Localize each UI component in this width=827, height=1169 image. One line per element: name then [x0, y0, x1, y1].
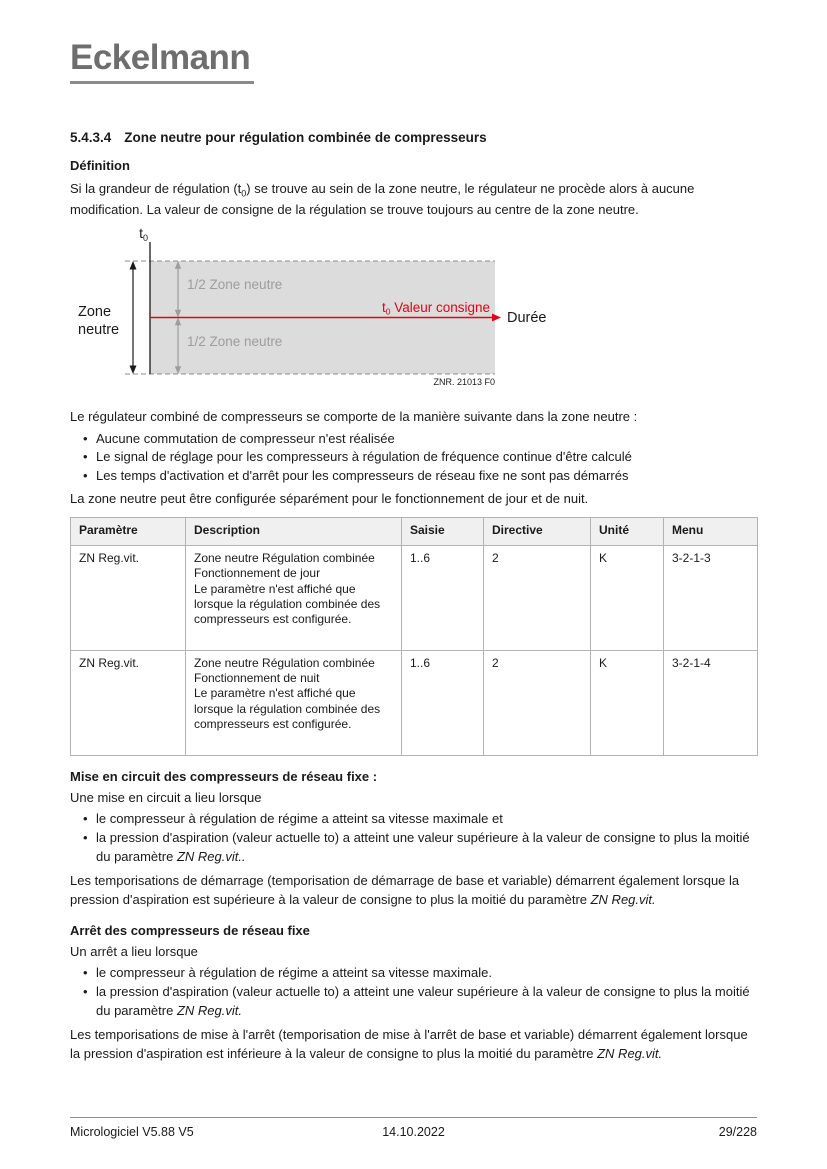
cell-saisie: 1..6	[402, 545, 484, 650]
setpoint-t-sub: 0	[385, 306, 391, 317]
table-row	[71, 650, 758, 755]
bullet-icon: •	[83, 830, 88, 846]
col-header-description: Description	[186, 517, 402, 545]
zone-neutre-label-line2: neutre	[78, 321, 120, 338]
cell-unite: K	[591, 545, 664, 650]
mise-paragraph	[70, 872, 757, 910]
heading-title: Zone neutre pour régulation combinée de compresseurs	[124, 130, 487, 146]
cell-saisie: 1..6	[402, 650, 484, 755]
section-heading	[70, 130, 757, 145]
bullet-icon: •	[83, 965, 88, 981]
mise-list	[70, 810, 757, 867]
description-line: Le paramètre n'est affiché que lorsque la régulation combinée des compresseurs est configurée.	[194, 686, 381, 732]
mise-intro: Une mise en circuit a lieu lorsque	[70, 789, 262, 805]
arret-intro: Un arrêt a lieu lorsque	[70, 943, 198, 959]
footer-firmware-version: Micrologiciel V5.88 V5	[70, 1125, 194, 1139]
cell-parametre: ZN Reg.vit.	[71, 650, 186, 755]
list-item-text	[96, 983, 757, 1021]
arret-paragraph-pre: Les temporisations de mise à l'arrêt (temporisation de mise à l'arrêt de base et variable) démarrent également lorsque la pression d'aspiration est inférieure à la valeur de consigne to plus la moitié du paramètre	[70, 1026, 748, 1061]
arret-paragraph	[70, 1026, 757, 1064]
parameter-table	[70, 517, 758, 756]
neutral-zone-figure	[70, 226, 757, 401]
list-item	[70, 983, 757, 1021]
list-item	[70, 829, 757, 867]
footer-page-number: 29/228	[718, 1125, 757, 1139]
cell-menu: 3-2-1-3	[664, 545, 758, 650]
cell-directive: 2	[484, 545, 591, 650]
parameter-name-italic: ZN Reg.vit.	[176, 1003, 242, 1019]
neutral-zone-diagram	[70, 226, 630, 396]
mise-en-circuit-heading: Mise en circuit des compresseurs de réseau fixe :	[70, 768, 378, 784]
definition-text-post: ) se trouve au sein de la zone neutre, le régulateur ne procède alors à aucune modification. La valeur de consigne de la régulation se trouve toujours au centre de la zone neutre.	[70, 181, 695, 217]
list-item	[70, 448, 757, 467]
col-header-directive: Directive	[484, 517, 591, 545]
list-item-text-pre: la pression d'aspiration (valeur actuelle to) a atteint une valeur supérieure à la valeur de consigne to plus la moitié du paramètre	[96, 830, 750, 865]
description-line: Le paramètre n'est affiché que lorsque la régulation combinée des compresseurs est configurée.	[194, 581, 381, 627]
behavior-intro: Le régulateur combiné de compresseurs se comporte de la manière suivante dans la zone neutre :	[70, 408, 638, 424]
list-item-text: Aucune commutation de compresseur n'est réalisée	[96, 430, 395, 446]
description-line: Zone neutre Régulation combinée	[194, 550, 375, 565]
col-header-unite: Unité	[591, 517, 664, 545]
axis-t: t	[139, 225, 143, 241]
arrow-up-icon	[130, 261, 137, 270]
setpoint-text: Valeur consigne	[390, 299, 490, 315]
parameter-name-italic: ZN Reg.vit..	[176, 849, 246, 865]
eckelmann-logo: Eckelmann	[70, 38, 254, 84]
arret-heading: Arrêt des compresseurs de réseau fixe	[70, 922, 310, 938]
list-item-text	[96, 829, 757, 867]
list-item	[70, 964, 757, 983]
mise-paragraph-pre: Les temporisations de démarrage (temporisation de démarrage de base et variable) démarrent également lorsque la pression d'aspiration est supérieure à la valeur de consigne to plus la moitié du paramètre	[70, 872, 740, 907]
table-row	[71, 545, 758, 650]
cell-description	[186, 545, 402, 650]
col-header-saisie: Saisie	[402, 517, 484, 545]
definition-heading: Définition	[70, 158, 130, 174]
description-line: Fonctionnement de nuit	[194, 671, 320, 686]
list-item-text: le compresseur à régulation de régime a atteint sa vitesse maximale.	[96, 965, 492, 981]
cell-description	[186, 650, 402, 755]
footer-date: 14.10.2022	[382, 1125, 445, 1139]
zone-neutre-label-line1: Zone	[78, 303, 112, 320]
arrow-down-icon	[130, 365, 137, 374]
description-line: Fonctionnement de jour	[194, 566, 321, 581]
list-item-text: le compresseur à régulation de régime a atteint sa vitesse maximale et	[96, 811, 503, 827]
heading-number: 5.4.3.4	[70, 130, 112, 146]
definition-text-pre: Si la grandeur de régulation (t	[70, 181, 242, 197]
bullet-icon: •	[83, 811, 88, 827]
cell-parametre: ZN Reg.vit.	[71, 545, 186, 650]
arrow-right-icon	[492, 313, 501, 321]
behavior-outro: La zone neutre peut être configurée séparément pour le fonctionnement de jour et de nuit.	[70, 491, 589, 507]
cell-directive: 2	[484, 650, 591, 755]
list-item-text-pre: la pression d'aspiration (valeur actuelle to) a atteint une valeur supérieure à la valeur de consigne to plus la moitié du paramètre	[96, 984, 750, 1019]
cell-unite: K	[591, 650, 664, 755]
setpoint-label	[382, 300, 490, 317]
col-header-menu: Menu	[664, 517, 758, 545]
cell-menu: 3-2-1-4	[664, 650, 758, 755]
list-item	[70, 810, 757, 829]
half-zone-bottom-label: 1/2 Zone neutre	[187, 333, 283, 349]
t0-subscript: 0	[241, 188, 247, 199]
definition-paragraph	[70, 180, 757, 219]
duration-label: Durée	[507, 309, 547, 326]
half-zone-top-label: 1/2 Zone neutre	[187, 276, 283, 292]
parameter-name-italic: ZN Reg.vit.	[597, 1045, 663, 1061]
description-line: Zone neutre Régulation combinée	[194, 655, 375, 670]
list-item-text: Le signal de réglage pour les compresseurs à régulation de fréquence continue d'être calculé	[96, 449, 632, 465]
setpoint-t: t	[381, 299, 386, 315]
page-footer	[70, 1117, 757, 1139]
parameter-name-italic: ZN Reg.vit.	[590, 891, 656, 907]
col-header-parametre: Paramètre	[71, 517, 186, 545]
figure-reference: ZNR. 21013 F0	[433, 376, 495, 387]
bullet-icon: •	[83, 984, 88, 1000]
axis-t-sub: 0	[142, 232, 148, 243]
bullet-icon: •	[83, 430, 88, 446]
bullet-icon: •	[83, 468, 88, 484]
bullet-icon: •	[83, 449, 88, 465]
axis-label-t0	[139, 226, 148, 243]
list-item-text: Les temps d'activation et d'arrêt pour les compresseurs de réseau fixe ne sont pas démarrés	[96, 468, 629, 484]
arret-list	[70, 964, 757, 1021]
behavior-list	[70, 430, 757, 487]
table-header-row	[71, 517, 758, 545]
list-item	[70, 430, 757, 449]
list-item	[70, 467, 757, 486]
